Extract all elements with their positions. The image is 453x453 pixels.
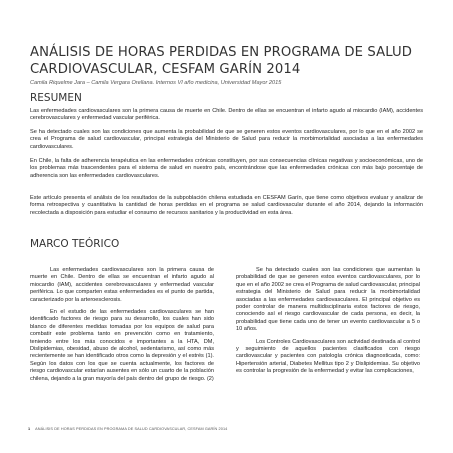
page-number: 1 (28, 427, 31, 431)
running-title: ANÁLISIS DE HORAS PERDIDAS EN PROGRAMA DE SALUD CARDIOVASCULAR, CESFAM GARÍN 2014 (35, 427, 228, 431)
page-footer (28, 427, 227, 431)
marco-heading: MARCO TEÓRICO (30, 238, 120, 250)
marco-left-column (30, 267, 214, 388)
resumen-heading: RESUMEN (30, 92, 82, 104)
marco-left-paragraph-1: Las enfermedades cardiovasculares son la primera causa de muerte en Chile. Dentro de ellas se encuentran el infarto agudo al miocardio (IAM), accidentes cerebrovasculares y enfermedad vascular periférica. Lo que comparten estas enfermedades es el punto de partida, caracterizado por la arteroesclerosis. (30, 267, 214, 303)
marco-right-paragraph-2: Los Controles Cardiovasculares son actividad destinada al control y seguimiento de aquellos pacientes clasificados con riesgo cardiovascular y pacientes con patología crónica diagnosticada, como: Hipertensión arterial, Diabetes Mellitus tipo 2 y Dislipidemias. Su objetivo es controlar la progresión de la enfermedad y evitar las complicaciones, (236, 338, 420, 375)
marco-right-column (236, 267, 420, 381)
resumen-paragraph-4: Este artículo presenta el análisis de los resultados de la subpoblación chilena estudiada en CESFAM Garín, que tiene como objetivos evaluar y analizar de forma retrospectiva y cuantitativa la cantidad de horas perdidas en el programa se salud cardiovascular durante el año 2014, dejando la información recolectada a disposición para estudiar el consumo de recursos sanitarios y la productividad en esta área. (30, 195, 423, 216)
document-authors: Camila Riquelme Jara – Camila Vergara Orellana. Internos VI año medicina, Universidad Mayor 2015 (30, 80, 282, 86)
resumen-paragraph-1: Las enfermedades cardiovasculares son la primera causa de muerte en Chile. Dentro de ellas se encuentran el infarto agudo al miocardio (IAM), accidentes cerebrovasculares y enfermedad vascular periférica. (30, 108, 423, 122)
document-title: ANÁLISIS DE HORAS PERDIDAS EN PROGRAMA DE SALUD CARDIOVASCULAR, CESFAM GARÍN 2014 (30, 45, 413, 77)
resumen-paragraph-3: En Chile, la falta de adherencia terapéutica en las enfermedades crónicas constituyen, por sus consecuencias clínicas negativas y socioeconómicas, uno de los problemas más trascendentes para el sistema de salud en nuestro país, encontrándose que las enfermedades crónicas con más bajo porcentaje de adherencia son las enfermedades cardiovasculares. (30, 158, 423, 179)
resumen-paragraph-2: Se ha detectado cuales son las condiciones que aumenta la probabilidad de que se generen estos eventos cardiovasculares, por lo que en el año 2002 se crea el Programa de salud cardiovascular, principal estrategia del Ministerio de Salud para reducir la morbimortalidad asociadas a las enfermedades cardiovasculares. (30, 129, 423, 150)
marco-left-paragraph-2: En el estudio de las enfermedades cardiovasculares se han identificado factores de riesgo para su desarrollo, los cuales han sido blanco de diferentes medidas tomadas por los equipos de salud para combatir este problema tanto en prevención como en tratamiento, teniendo entre los más conocidos e importantes a la HTA, DM, Dislipidemias, obesidad, abuso de alcohol, sedentarismo, así como más recientemente se han identificado otros como la depresión y el estrés (1). Según los datos con los que se cuenta actualmente, los factores de riesgo cardiovascular estarían ausentes en sólo un cuarto de la población chilena, dejando a la gran mayoría del país dentro del grupo de riesgo. (2) (30, 309, 214, 382)
marco-right-paragraph-1: Se ha detectado cuales son las condiciones que aumentan la probabilidad de que se generen estos eventos cardiovasculares, por lo que en el año 2002 se crea el Programa de salud cardiovascular, principal estrategia del Ministerio de Salud para reducir la morbimortalidad asociadas a las enfermedades cardiovasculares. El principal objetivo es poder controlar de manera multidisciplinaria estos factores de riesgo, conociendo así el riesgo cardiovascular de cada persona, es decir, la probabilidad que tiene cada uno de tener un evento cardiovascular a 5 o 10 años. (236, 267, 420, 333)
